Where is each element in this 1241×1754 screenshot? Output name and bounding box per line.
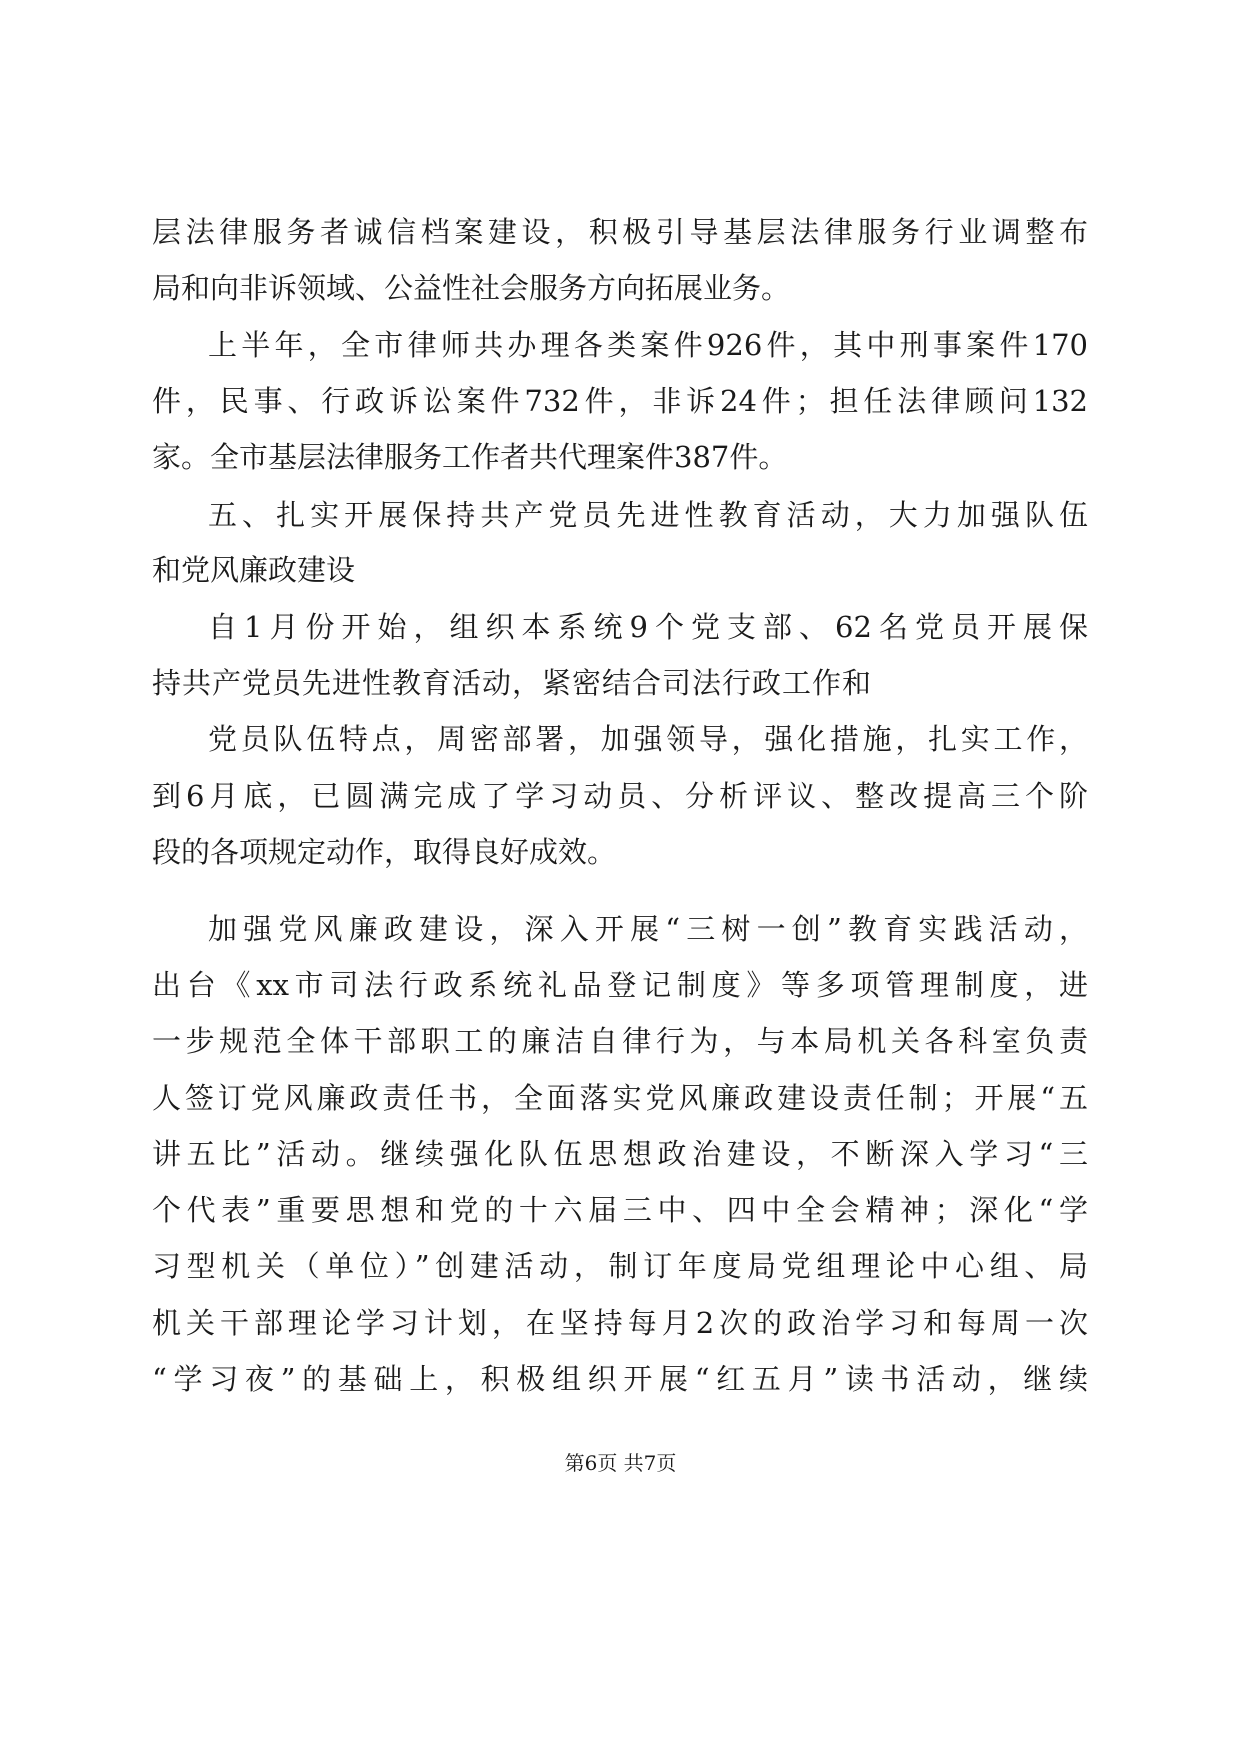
body-text-line: 党员队伍特点，周密部署，加强领导，强化措施，扎实工作， [208, 722, 1088, 756]
body-text-line: 加强党风廉政建设，深入开展“三树一创”教育实践活动， [208, 912, 1088, 946]
body-text-line: 一步规范全体干部职工的廉洁自律行为，与本局机关各科室负责 [152, 1024, 1088, 1058]
body-text-line: 持共产党员先进性教育活动，紧密结合司法行政工作和 [152, 666, 873, 700]
body-text-line: 层法律服务者诚信档案建设，积极引导基层法律服务行业调整布 [152, 215, 1088, 249]
body-text-line: 件，民事、行政诉讼案件732件，非诉24件；担任法律顾问132 [152, 384, 1088, 418]
body-text-line: 到6月底，已圆满完成了学习动员、分析评议、整改提高三个阶 [152, 779, 1088, 813]
body-text-line: 讲五比”活动。继续强化队伍思想政治建设，不断深入学习“三 [152, 1137, 1088, 1171]
body-text-line: 自1月份开始，组织本系统9个党支部、62名党员开展保 [208, 610, 1088, 644]
page-number-footer: 第6页 共7页 [564, 1451, 677, 1475]
body-text-line: 习型机关（单位）”创建活动，制订年度局党组理论中心组、局 [152, 1249, 1088, 1283]
body-text-line: 机关干部理论学习计划，在坚持每月2次的政治学习和每周一次 [152, 1306, 1088, 1340]
body-text-line: 出台《xx市司法行政系统礼品登记制度》等多项管理制度，进 [152, 968, 1088, 1002]
body-text-line: 局和向非诉领域、公益性社会服务方向拓展业务。 [152, 271, 791, 305]
section-heading-line: 和党风廉政建设 [152, 553, 356, 587]
body-text-line: 人签订党风廉政责任书，全面落实党风廉政建设责任制；开展“五 [152, 1081, 1088, 1115]
body-text-line: 上半年，全市律师共办理各类案件926件，其中刑事案件170 [208, 328, 1088, 362]
section-heading-line: 五、扎实开展保持共产党员先进性教育活动，大力加强队伍 [208, 498, 1088, 532]
body-text-line: “学习夜”的基础上，积极组织开展“红五月”读书活动，继续 [152, 1362, 1088, 1396]
body-text-line: 个代表”重要思想和党的十六届三中、四中全会精神；深化“学 [152, 1193, 1088, 1227]
body-text-line: 段的各项规定动作，取得良好成效。 [152, 835, 617, 869]
body-text-line: 家。全市基层法律服务工作者共代理案件387件。 [152, 440, 788, 474]
